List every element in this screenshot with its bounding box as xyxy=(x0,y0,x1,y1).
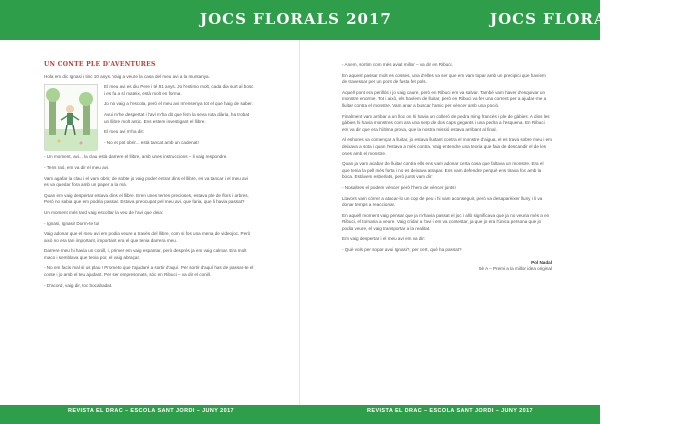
paragraph: Em vaig despertar i el meu avi em va dir: xyxy=(342,236,426,242)
footer-right: REVISTA EL DRAC – ESCOLA SANT JORDI – JUNY 2017 xyxy=(367,408,534,414)
paragraph: Llavors vam córrer a atacar-lo un cop de peu i hi vam aconseguir, però va desaparèixer lluny i li va donar temps a reaccionar. xyxy=(342,195,543,208)
paragraph: - Nosaltres el podem vèncer però l'hem de vèncer junts! xyxy=(342,184,456,190)
illustration-side-text xyxy=(104,84,254,150)
paragraph: - Anem, sortim com més aviat millor – va dir en Ribuci. xyxy=(342,62,453,67)
drawing-image xyxy=(45,85,97,151)
paragraph: Avui m'he despertat i l'avi m'ha dit que fem la seva ruta diària, ha trobat un llibre molt antic. Ens estem investigant el llibre. xyxy=(104,111,250,124)
paragraph: Finalment vam arribar a un lloc on hi havia un colleró de pedra ming francès i ple de gàbies. A dins les gàbies hi havia monstres com ara una serp de dos caps gegants i una pedra a l'esquena. En Ribuci em va dir que era l'última prova, que la nostra missió estava arribant al final. xyxy=(342,113,550,132)
paragraph: - Què vols per sopar avui Ignasi?, per cert, què ha passat? xyxy=(342,247,462,253)
left-page xyxy=(44,62,254,293)
award-line: 5è A – Premi a la millor idea original xyxy=(478,266,552,272)
paragraph: El meu avi m'ha dit: xyxy=(104,129,144,135)
paragraph: Aquell pont era perillós i jo vaig caure, però en Ribuci em va salvar. També vam haver d'esquivar un monstre enorme. Tot i això, els havíem de lluitar, però en Ribuci va fer una corrent per a ajudar-me a lluitar contra el monstre. Vam anar a buscar l'amic per vèncer amb una poció. xyxy=(342,89,547,108)
paragraph: Darrere meu hi havia un conill, i, primer em vaig espantar, però després ja em vaig calmar. Era molt maco i semblava que tenia por, el vaig abraçar. xyxy=(44,248,247,260)
paragraph: Quan em vaig despertar estava dins el llibre. Eren unes terres precioses, estava ple de flors i arbres. Però no sabia que em podria passar. Estava preocupat pel meu avi, que faria, que li havia passat? xyxy=(44,192,249,205)
header-title-left: JOCS FLORALS 2017 xyxy=(200,10,392,28)
paragraph: Hola em dic Ignasi i tinc 10 anys. Vaig a veure la casa del meu avi a la muntanya. xyxy=(44,73,210,79)
right-page xyxy=(342,62,552,273)
paragraph: - No em facis mal si us plau ! Prometo que t'ajudaré a sortir d'aquí. Per sortir d'aquí has de passar-te el conte i jo amb el teu ajudant. Per ser empresonats, sóc en Ribuci – va dir el conill. xyxy=(44,265,254,278)
paragraph: Quan ja vam acabar de lluitar contra ells ens vam adonar certa cosa que faltava un monstre. Era el que tenia la pell més forta i no es deixava atrapar. Ens vam defendre perquè ens tirava foc amb la boca. Estàvem esberlats, però junts vam dir: xyxy=(342,161,544,180)
child-drawing-illustration xyxy=(44,84,98,150)
paragraph: - No et pot obrir... està tancat amb un cadenat! xyxy=(104,139,199,145)
paragraph: Al eshores va començar a lluitar, jo estava lluitant contra el monstre d'aigua, el es trava sobre meu i em deixava a sota i quan l'estava a més contra. Vaig entendre una teoria que faia de descandir el de les ones amb el monstre. xyxy=(342,137,552,156)
paragraph: En aquest passar molt es cosses, una d'elles va ser que em vam topar amb un precipici que havíem de travessar per un pont de fusta fet pols. xyxy=(342,72,546,85)
paragraph: Un moment més tard vaig escoltar la veu de l'avi que deia: xyxy=(44,209,164,215)
header-title-right: JOCS FLORALS 2017 xyxy=(490,10,682,28)
paragraph: - Ignasi, Ignasi! Dorm-te tu! xyxy=(44,220,100,226)
paragraph: En aquell moment vaig pensar que ja m'havia passat el joc i allò significava que ja no veuria més a en Ribuci, el tornaria a veure. Vaig cridar a l'avi i em va contestar, ja que jo era l'única persona que jo podia veure, el vaig transportar a la realitat. xyxy=(342,212,550,231)
paragraph: - Tens raó, em va dir el meu avi. xyxy=(44,164,110,170)
paragraph: - D'acord, vaig dir, toc bocabadat. xyxy=(44,282,113,288)
paragraph: Vaig adonar que el meu avi em podia veure a través del llibre, com si fos una mena de videojoc. Però això no era tan important, important era el que tenia darrera meu. xyxy=(44,231,251,243)
story-title: UN CONTE PLE D'AVENTURES xyxy=(44,61,156,68)
footer-left: REVISTA EL DRAC – ESCOLA SANT JORDI – JUNY 2017 xyxy=(68,408,235,414)
paragraph: Vam agafar la clau i el vam obrir, de sobte jo vaig poder entrar dins el llibre, es va tancar i el meu avi es va quedar fora amb un paper a la mà. xyxy=(44,175,248,188)
page-fold-divider xyxy=(299,40,300,405)
illustrated-block xyxy=(44,84,254,150)
paragraph: - Un moment, avi... la clau està darrere el llibre, amb unes instruccions – li vaig respondre. xyxy=(44,154,228,160)
author-name: Pol Nadal xyxy=(531,259,552,265)
author-signature xyxy=(342,260,552,273)
paragraph: Jo no vaig a l'escola, però el meu avi m'ensenya tot el que haig de saber. xyxy=(104,101,253,107)
paragraph: El meu avi es diu Pere i té 81 anys. Jo l'estimo molt, cada dia surt al bosc i es fa a sí mateix, està molt en forma. xyxy=(104,84,254,96)
